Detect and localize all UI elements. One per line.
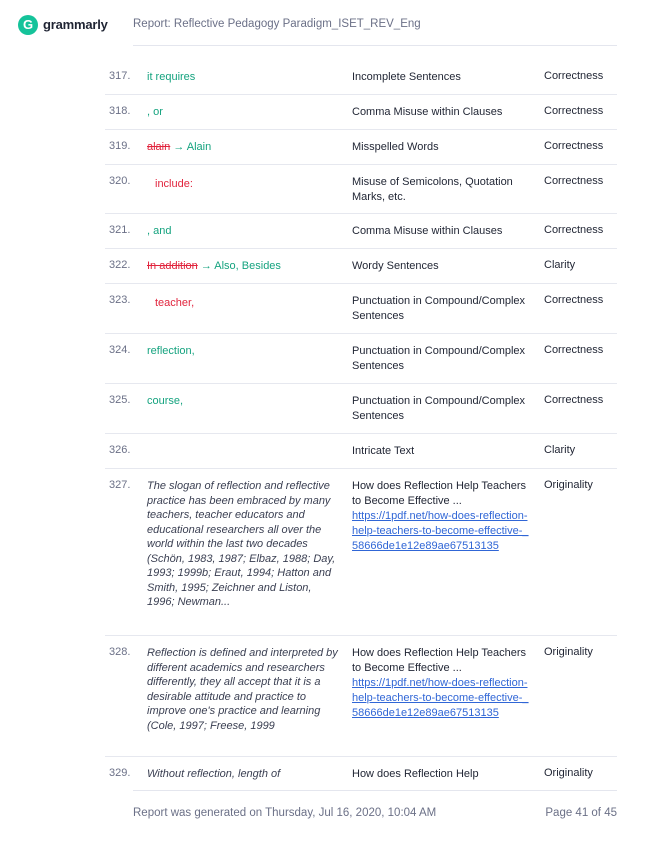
table-row	[105, 757, 617, 785]
footer-divider	[133, 790, 617, 791]
source-block	[352, 479, 532, 554]
row-number: 324.	[109, 344, 131, 356]
suggestion-text: include:	[155, 178, 193, 190]
table-row	[105, 434, 617, 469]
issue-type: Intricate Text	[352, 445, 415, 457]
suggestion-text: reflection,	[147, 345, 195, 357]
generated-timestamp: Report was generated on Thursday, Jul 16, 2020, 10:04 AM	[133, 807, 437, 819]
source-title: How does Reflection Help Teachers to Become Effective ...	[352, 480, 527, 507]
inserted-text: Alain	[186, 141, 212, 153]
row-number: 317.	[109, 70, 131, 82]
report-title: Report: Reflective Pedagogy Paradigm_ISET_REV_Eng	[133, 18, 421, 30]
source-title: How does Reflection Help Teachers to Become Effective ...	[352, 647, 527, 674]
issue-category: Correctness	[544, 70, 604, 82]
issue-category: Originality	[544, 479, 593, 491]
source-block	[352, 646, 532, 721]
issue-category: Correctness	[544, 175, 604, 187]
issue-type: Punctuation in Compound/Complex Sentences	[352, 345, 526, 372]
report-header	[0, 0, 650, 48]
row-number: 328.	[109, 646, 131, 658]
table-row	[105, 95, 617, 130]
source-title: How does Reflection Help	[352, 768, 479, 780]
table-row	[105, 130, 617, 165]
suggestion-replacement	[147, 140, 339, 154]
inserted-text: Also, Besides	[214, 260, 281, 272]
row-number: 323.	[109, 294, 131, 306]
table-row	[105, 249, 617, 284]
suggestion-text: it requires	[147, 71, 196, 83]
removed-text: alain	[147, 141, 171, 153]
arrow-right-icon: →	[173, 141, 185, 153]
table-row	[105, 165, 617, 214]
source-link[interactable]: https://1pdf.net/how-does-reflection-help-teachers-to-become-effective-_58666de1e12e89ae67513135	[352, 510, 529, 552]
issue-type: Wordy Sentences	[352, 260, 439, 272]
issue-type: Comma Misuse within Clauses	[352, 225, 503, 237]
row-number: 322.	[109, 259, 131, 271]
issue-category: Clarity	[544, 444, 576, 456]
issue-type: Misuse of Semicolons, Quotation Marks, etc.	[352, 176, 513, 203]
matched-quote: Without reflection, length of	[147, 768, 281, 780]
table-row	[105, 384, 617, 434]
matched-quote: Reflection is defined and interpreted by different academics and researchers differently, they all accept that it is a desirable attitude and practice to improve one's practice and learning (Cole, 1997; Freese, 1999	[147, 647, 338, 732]
table-row	[105, 469, 617, 636]
row-number: 321.	[109, 224, 131, 236]
issue-category: Correctness	[544, 344, 604, 356]
issue-type: Misspelled Words	[352, 141, 439, 153]
issue-category: Originality	[544, 646, 593, 658]
source-link[interactable]: https://1pdf.net/how-does-reflection-help-teachers-to-become-effective-_58666de1e12e89ae67513135	[352, 677, 529, 719]
issue-type: Punctuation in Compound/Complex Sentences	[352, 395, 526, 422]
table-row	[105, 636, 617, 757]
table-row	[105, 214, 617, 249]
issue-type: Punctuation in Compound/Complex Sentences	[352, 295, 526, 322]
row-number: 320.	[109, 175, 131, 187]
suggestion-text: teacher,	[155, 297, 195, 309]
suggestion-text: , and	[147, 225, 172, 237]
row-number: 325.	[109, 394, 131, 406]
removed-text: In addition	[147, 260, 198, 272]
row-number: 329.	[109, 767, 131, 779]
issue-category: Correctness	[544, 105, 604, 117]
row-number: 318.	[109, 105, 131, 117]
issue-category: Originality	[544, 767, 593, 779]
page-number: Page 41 of 45	[545, 807, 617, 819]
row-number: 327.	[109, 479, 131, 491]
suggestion-text: course,	[147, 395, 184, 407]
suggestion-replacement	[147, 259, 339, 273]
issue-category: Correctness	[544, 224, 604, 236]
row-number: 319.	[109, 140, 131, 152]
suggestion-text: , or	[147, 106, 163, 118]
table-row	[105, 60, 617, 95]
issue-category: Correctness	[544, 394, 604, 406]
header-divider	[133, 45, 617, 46]
brand-name: grammarly	[43, 17, 108, 32]
table-row	[105, 284, 617, 334]
arrow-right-icon: →	[200, 260, 212, 272]
row-number: 326.	[109, 444, 131, 456]
issue-type: Incomplete Sentences	[352, 71, 461, 83]
matched-quote: The slogan of reflection and reflective practice has been embraced by many teachers, teacher educators and educational researchers all over the world within the last two decades (Schön, 1983, 1987; Elbaz, 1988; Day, 1993; 1999b; Eraut, 1994; Hatton and Smith, 1995; Zeichner and Liston, 1996; Newman...	[147, 480, 336, 608]
table-row	[105, 334, 617, 384]
issue-category: Correctness	[544, 294, 604, 306]
issue-category: Clarity	[544, 259, 576, 271]
issue-type: Comma Misuse within Clauses	[352, 106, 503, 118]
grammarly-logo-icon: G	[18, 15, 38, 35]
issue-category: Correctness	[544, 140, 604, 152]
